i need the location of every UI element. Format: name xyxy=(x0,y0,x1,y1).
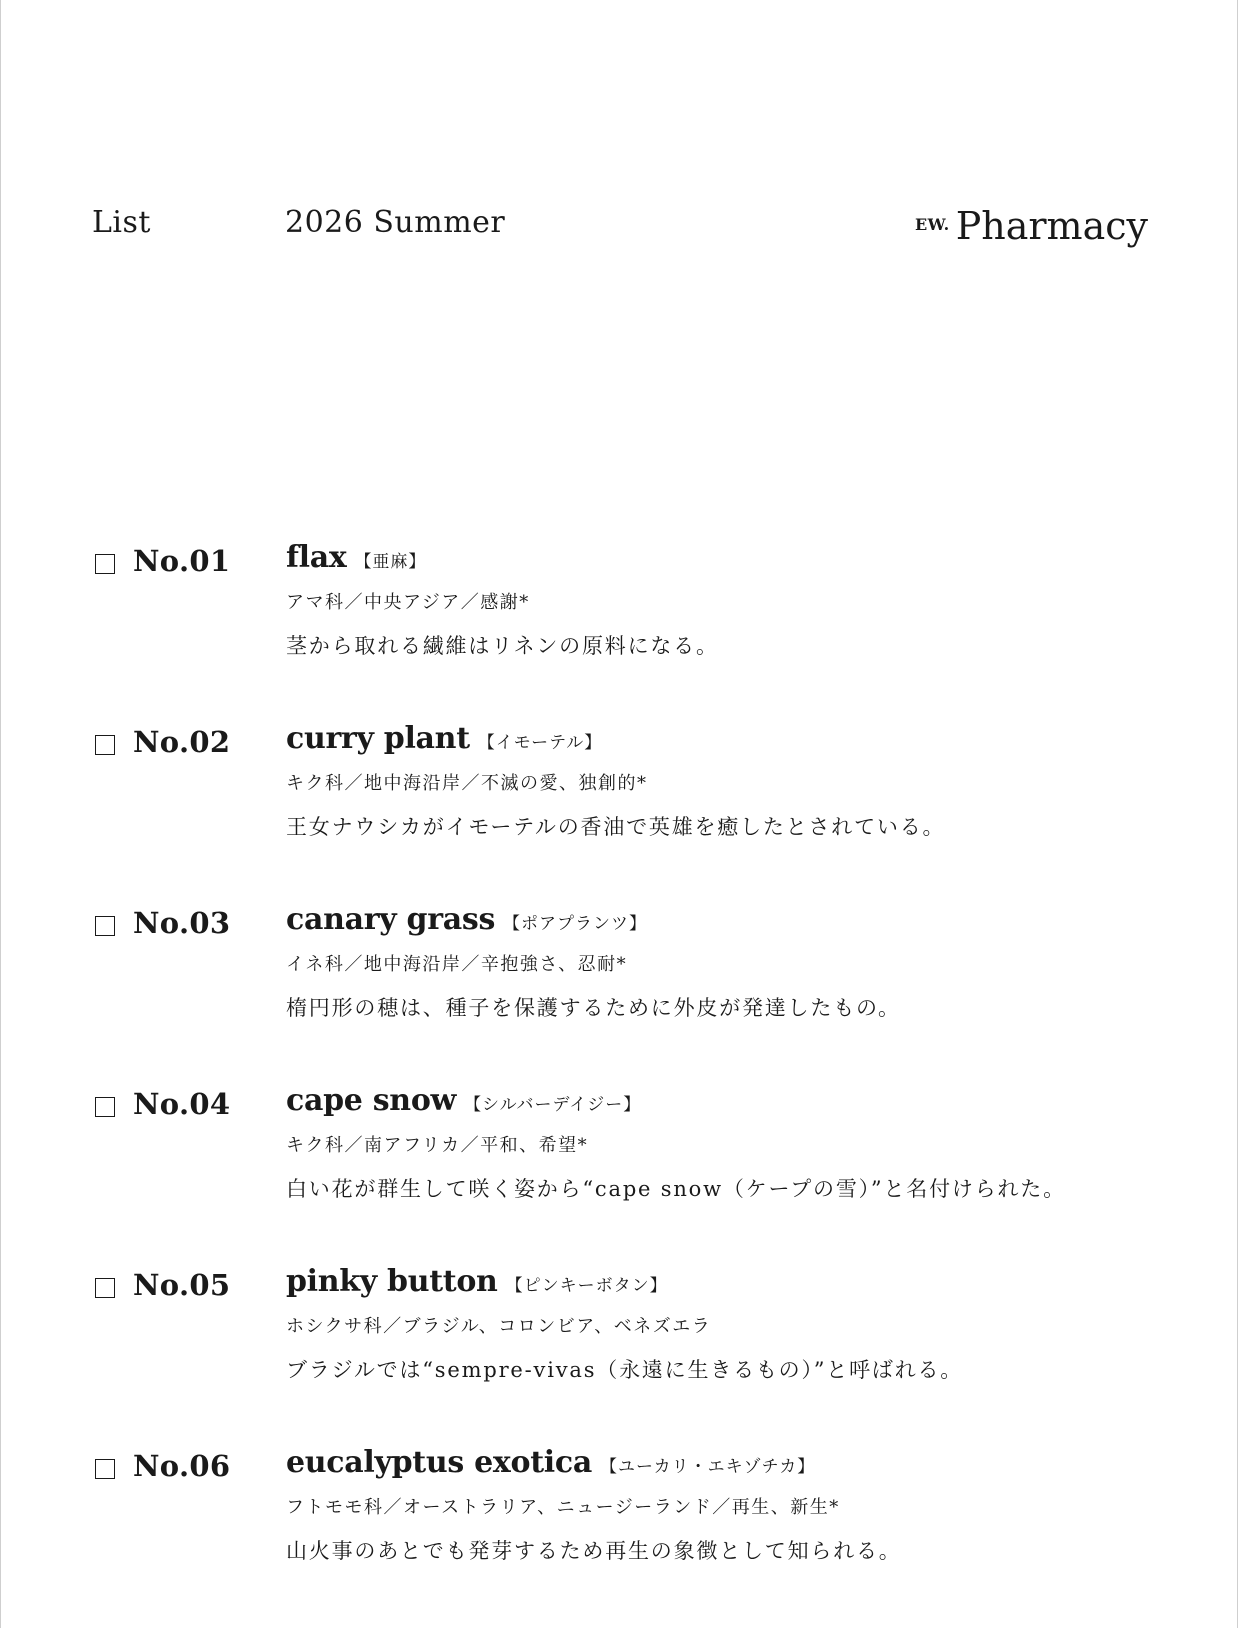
item-name: cape snow xyxy=(286,1083,457,1118)
item-jp-name: 【亜麻】 xyxy=(354,552,427,572)
item-number: No.03 xyxy=(133,906,231,940)
item-body xyxy=(286,721,1160,841)
item-meta: ホシクサ科／ブラジル、コロンビア、ベネズエラ xyxy=(286,1316,712,1337)
item-jp-name: 【ポアプランツ】 xyxy=(503,914,648,934)
item-description: 王女ナウシカがイモーテルの香油で英雄を癒したとされている。 xyxy=(286,815,946,839)
item-title-row xyxy=(286,721,1160,765)
item-name: canary grass xyxy=(286,902,496,937)
item-title-row xyxy=(286,1264,1160,1308)
list-item xyxy=(0,902,1240,1083)
item-name: eucalyptus exotica xyxy=(286,1445,592,1480)
item-description: 山火事のあとでも発芽するため再生の象徴として知られる。 xyxy=(286,1539,902,1563)
brand-logo xyxy=(915,204,1148,248)
item-name: pinky button xyxy=(286,1264,498,1299)
item-checkbox[interactable] xyxy=(95,1278,115,1298)
item-jp-name: 【イモーテル】 xyxy=(477,733,603,753)
list-item xyxy=(0,1264,1240,1445)
item-meta: フトモモ科／オーストラリア、ニュージーランド／再生、新生* xyxy=(286,1497,840,1518)
list-item xyxy=(0,1445,1240,1626)
item-meta: イネ科／地中海沿岸／辛抱強さ、忍耐* xyxy=(286,954,628,975)
brand-name: Pharmacy xyxy=(955,204,1148,248)
item-title-row xyxy=(286,1083,1160,1127)
item-checkbox[interactable] xyxy=(95,554,115,574)
item-body xyxy=(286,1264,1160,1384)
item-checkbox[interactable] xyxy=(95,1459,115,1479)
item-meta: アマ科／中央アジア／感謝* xyxy=(286,592,530,613)
item-number: No.04 xyxy=(133,1087,231,1121)
item-body xyxy=(286,540,1160,660)
item-number: No.06 xyxy=(133,1449,231,1483)
item-number: No.02 xyxy=(133,725,231,759)
item-body xyxy=(286,1445,1160,1565)
season-heading: 2026 Summer xyxy=(285,205,506,240)
list-item xyxy=(0,1083,1240,1264)
item-meta: キク科／地中海沿岸／不滅の愛、独創的* xyxy=(286,773,648,794)
item-title-row xyxy=(286,902,1160,946)
item-jp-name: 【シルバーデイジー】 xyxy=(464,1095,642,1115)
item-number: No.01 xyxy=(133,544,231,578)
item-jp-name: 【ピンキーボタン】 xyxy=(505,1276,668,1296)
list-item xyxy=(0,721,1240,902)
item-checkbox[interactable] xyxy=(95,916,115,936)
item-name: flax xyxy=(286,540,347,575)
item-body xyxy=(286,1083,1160,1203)
item-description: 白い花が群生して咲く姿から“cape snow（ケープの雪）”と名付けられた。 xyxy=(286,1177,1066,1201)
item-description: 茎から取れる繊維はリネンの原料になる。 xyxy=(286,634,719,658)
plant-list xyxy=(0,540,1240,1626)
item-jp-name: 【ユーカリ・エキゾチカ】 xyxy=(599,1457,816,1477)
brand-prefix: EW. xyxy=(914,215,950,234)
item-description: ブラジルでは“sempre-vivas（永遠に生きるもの）”と呼ばれる。 xyxy=(286,1358,964,1382)
item-checkbox[interactable] xyxy=(95,1097,115,1117)
list-item xyxy=(0,540,1240,721)
item-title-row xyxy=(286,540,1160,584)
item-checkbox[interactable] xyxy=(95,735,115,755)
list-heading: List xyxy=(92,205,151,240)
item-title-row xyxy=(286,1445,1160,1489)
item-number: No.05 xyxy=(133,1268,231,1302)
item-meta: キク科／南アフリカ／平和、希望* xyxy=(286,1135,589,1156)
item-description: 楕円形の穂は、種子を保護するために外皮が発達したもの。 xyxy=(286,996,901,1020)
item-name: curry plant xyxy=(286,721,470,756)
item-body xyxy=(286,902,1160,1022)
